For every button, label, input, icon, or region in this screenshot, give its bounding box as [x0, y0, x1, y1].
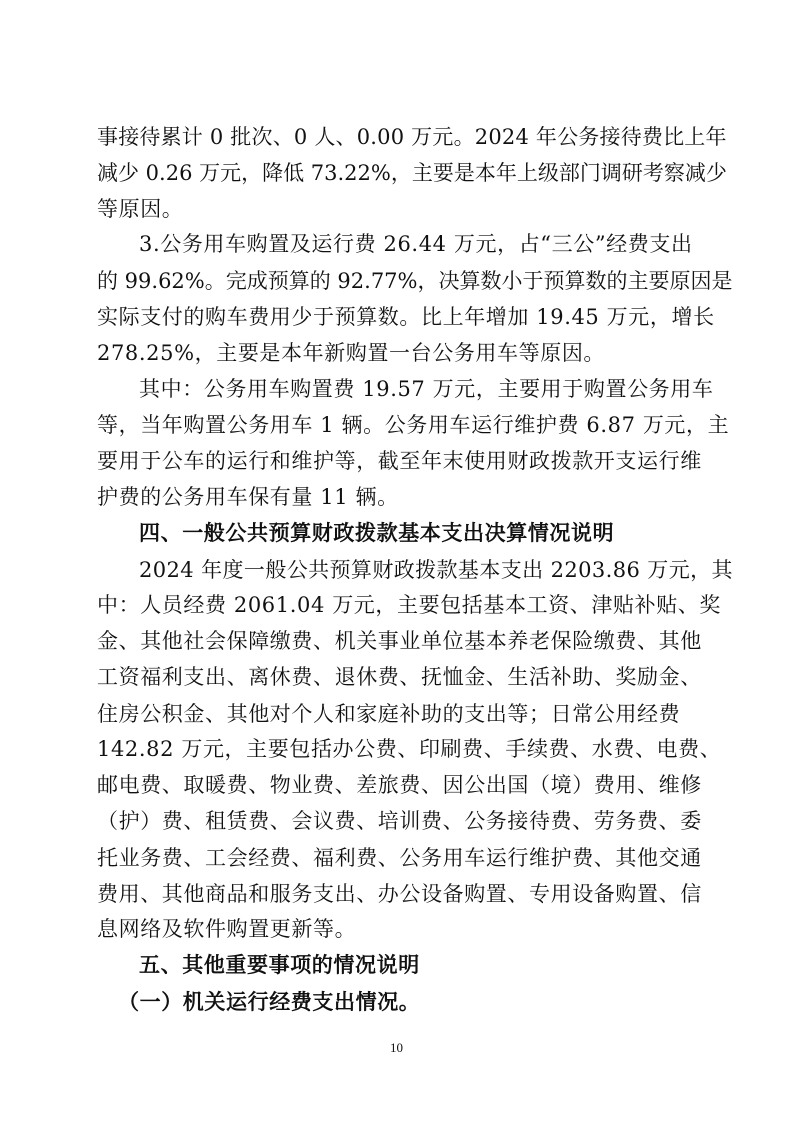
- body-text-line: 金、其他社会保障缴费、机关事业单位基本养老保险缴费、其他: [97, 629, 702, 653]
- body-text-line: 实际支付的购车费用少于预算数。比上年增加 19.45 万元，增长: [97, 305, 715, 329]
- section-heading: 四、一般公共预算财政拨款基本支出决算情况说明: [139, 521, 615, 545]
- body-text-line: 其中：公务用车购置费 19.57 万元，主要用于购置公务用车: [139, 377, 714, 401]
- subsection-heading: （一）机关运行经费支出情况。: [118, 990, 421, 1014]
- body-text-line: 托业务费、工会经费、福利费、公务用车运行维护费、其他交通: [97, 846, 702, 870]
- body-text-line: 要用于公车的运行和维护等，截至年末使用财政拨款开支运行维: [97, 449, 702, 473]
- body-text-line: 息网络及软件购置更新等。: [97, 917, 357, 941]
- body-text-line: 费用、其他商品和服务支出、办公设备购置、专用设备购置、信: [97, 882, 702, 906]
- body-text-line: 3.公务用车购置及运行费 26.44 万元，占“三公”经费支出: [139, 232, 693, 256]
- body-text-line: 护费的公务用车保有量 11 辆。: [97, 485, 399, 509]
- body-text-line: 事接待累计 0 批次、0 人、0.00 万元。2024 年公务接待费比上年: [97, 125, 727, 149]
- body-text-line: 等原因。: [97, 197, 184, 221]
- body-text-line: 邮电费、取暖费、物业费、差旅费、因公出国（境）费用、维修: [97, 773, 702, 797]
- body-text-line: 142.82 万元，主要包括办公费、印刷费、手续费、水费、电费、: [97, 737, 722, 761]
- body-text-line: 278.25%，主要是本年新购置一台公务用车等原因。: [97, 341, 606, 365]
- body-text-line: （护）费、租赁费、会议费、培训费、公务接待费、劳务费、委: [97, 809, 702, 833]
- body-text-line: 工资福利支出、离休费、退休费、抚恤金、生活补助、奖励金、: [97, 665, 702, 689]
- body-text-line: 减少 0.26 万元，降低 73.22%，主要是本年上级部门调研考察减少: [97, 161, 727, 185]
- body-text-line: 的 99.62%。完成预算的 92.77%，决算数小于预算数的主要原因是: [97, 269, 733, 293]
- body-text-line: 中：人员经费 2061.04 万元，主要包括基本工资、津贴补贴、奖: [97, 593, 721, 617]
- body-text-line: 住房公积金、其他对个人和家庭补助的支出等；日常公用经费: [97, 702, 681, 726]
- page-number: 10: [390, 1040, 403, 1055]
- body-text-line: 等，当年购置公务用车 1 辆。公务用车运行维护费 6.87 万元，主: [97, 413, 730, 437]
- section-heading: 五、其他重要事项的情况说明: [139, 953, 420, 977]
- body-text-line: 2024 年度一般公共预算财政拨款基本支出 2203.86 万元，其: [139, 558, 733, 582]
